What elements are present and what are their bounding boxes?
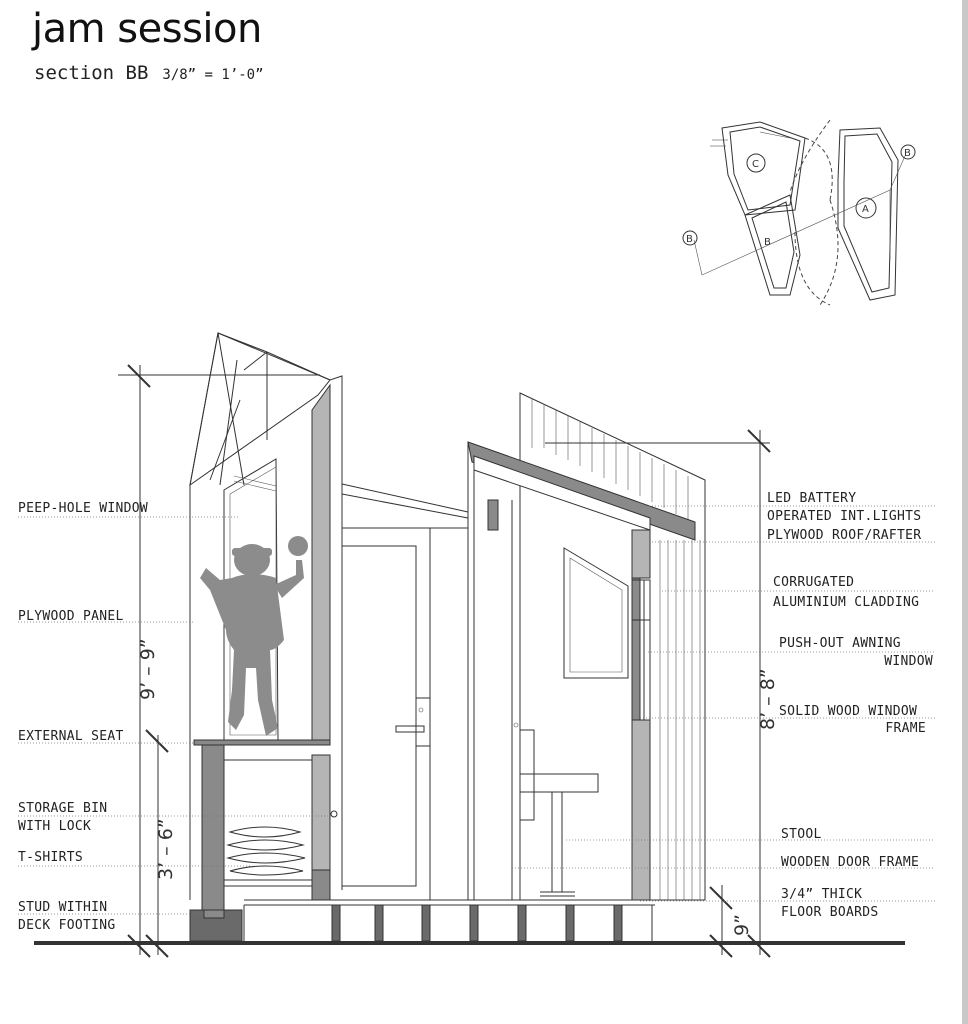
stool: [520, 730, 598, 896]
middle-connector: [342, 484, 468, 900]
labels-left: [18, 501, 148, 933]
label-led-lights: OPERATED INT.LIGHTS: [767, 509, 922, 524]
dim-right-base: 9”: [731, 914, 753, 936]
plan-room-c: C: [752, 159, 759, 170]
label-peep-hole-window: PEEP-HOLE WINDOW: [18, 501, 149, 516]
child-silhouette: [200, 536, 308, 736]
dim-right-total: 8’ – 8”: [757, 668, 779, 730]
ground-and-deck: [34, 900, 905, 943]
label-plywood-roof: PLYWOOD ROOF/RAFTER: [767, 528, 922, 543]
dim-left-total: 9’ – 9”: [137, 638, 159, 700]
connector-door: [342, 546, 416, 886]
plywood-roof: [468, 442, 695, 540]
external-seat: [194, 740, 330, 745]
label-window: WINDOW: [884, 654, 933, 669]
label-frame: FRAME: [885, 721, 926, 736]
section-marker-right-label: B: [904, 148, 911, 159]
section-marker-left-label: B: [686, 234, 693, 245]
interior-window: [564, 548, 628, 678]
page-edge: [962, 0, 968, 1024]
label-plywood-panel: PLYWOOD PANEL: [18, 609, 124, 624]
dim-left-lower: 3’ – 6”: [155, 818, 177, 880]
label-external-seat: EXTERNAL SEAT: [18, 729, 124, 744]
label-floor-boards: FLOOR BOARDS: [781, 905, 879, 920]
label-aluminium-cladding: ALUMINIUM CLADDING: [773, 595, 920, 610]
label-stud: STUD WITHIN: [18, 900, 108, 915]
label-led-battery: LED BATTERY: [767, 491, 857, 506]
storage-bin-lock: [331, 811, 337, 817]
plan-room-b: B: [764, 237, 771, 248]
label-wooden-door-frame: WOODEN DOOR FRAME: [781, 855, 920, 870]
label-corrugated: CORRUGATED: [773, 575, 855, 590]
label-deck-footing: DECK FOOTING: [18, 918, 116, 933]
section-name: section BB: [34, 62, 149, 84]
label-storage-bin: STORAGE BIN: [18, 801, 108, 816]
label-solid-wood-window: SOLID WOOD WINDOW: [779, 704, 918, 719]
plan-room-a: A: [862, 204, 869, 215]
drawing-scale: 3/8” = 1’-0”: [162, 67, 264, 83]
right-pod: [468, 393, 705, 900]
drawing-title: jam session: [32, 6, 262, 52]
labels-right: [767, 491, 933, 920]
door-handle: [396, 726, 424, 732]
key-plan: [683, 120, 915, 305]
label-thick: 3/4” THICK: [781, 887, 863, 902]
window-frame: [632, 578, 640, 720]
left-pod: [190, 333, 342, 910]
tshirt-stack: [228, 827, 305, 875]
label-storage-bin-lock: WITH LOCK: [18, 819, 92, 834]
label-stool: STOOL: [781, 827, 822, 842]
awning-window: [644, 580, 650, 720]
label-tshirts: T-SHIRTS: [18, 850, 84, 865]
label-push-out-awning: PUSH-OUT AWNING: [779, 636, 901, 651]
